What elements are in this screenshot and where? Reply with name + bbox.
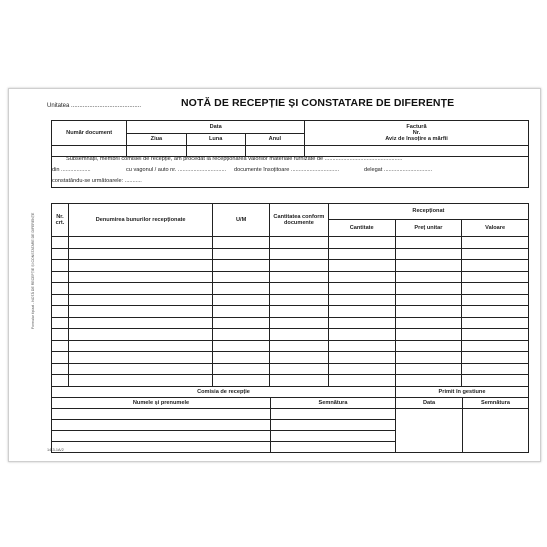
table-cell[interactable] xyxy=(68,306,212,318)
table-row xyxy=(52,271,529,283)
side-print-info: Formular tipizat - NOTĂ DE RECEPȚIE ȘI CONSTATARE DE DIFERENȚE xyxy=(31,212,35,329)
table-row xyxy=(52,363,529,375)
table-cell[interactable] xyxy=(52,283,69,295)
statement-line-3: constatându-se următoarele: ........... xyxy=(52,178,142,184)
table-cell[interactable] xyxy=(68,237,212,249)
table-cell[interactable] xyxy=(462,317,529,329)
table-cell[interactable] xyxy=(328,352,395,364)
table-cell[interactable] xyxy=(213,260,270,272)
table-cell[interactable] xyxy=(270,317,329,329)
table-cell[interactable] xyxy=(52,260,69,272)
table-cell[interactable] xyxy=(328,283,395,295)
field-semnatura-2[interactable] xyxy=(271,420,396,431)
table-cell[interactable] xyxy=(395,294,462,306)
form-code: 14-3-1A/2 xyxy=(47,448,64,452)
table-cell[interactable] xyxy=(462,363,529,375)
table-cell[interactable] xyxy=(213,340,270,352)
table-cell[interactable] xyxy=(328,260,395,272)
table-cell[interactable] xyxy=(462,237,529,249)
table-cell[interactable] xyxy=(395,271,462,283)
table-cell[interactable] xyxy=(213,317,270,329)
table-cell[interactable] xyxy=(270,271,329,283)
col-denumirea: Denumirea bunurilor recepționate xyxy=(95,216,186,223)
unit-label: Unitatea .......................................... xyxy=(47,103,142,109)
table-cell[interactable] xyxy=(68,248,212,260)
label-numar-document: Număr document xyxy=(66,129,113,136)
table-cell[interactable] xyxy=(395,329,462,341)
table-cell[interactable] xyxy=(52,271,69,283)
table-cell[interactable] xyxy=(68,375,212,387)
table-row xyxy=(52,329,529,341)
table-cell[interactable] xyxy=(270,283,329,295)
table-row xyxy=(52,306,529,318)
table-cell[interactable] xyxy=(462,294,529,306)
table-cell[interactable] xyxy=(213,271,270,283)
table-cell[interactable] xyxy=(68,260,212,272)
table-cell[interactable] xyxy=(68,283,212,295)
label-nr: Nr. xyxy=(412,129,421,136)
table-cell[interactable] xyxy=(462,271,529,283)
table-cell[interactable] xyxy=(52,306,69,318)
table-row xyxy=(52,375,529,387)
field-data-gestiune[interactable] xyxy=(396,409,463,453)
table-cell[interactable] xyxy=(328,317,395,329)
table-cell[interactable] xyxy=(462,283,529,295)
table-row xyxy=(52,340,529,352)
table-cell[interactable] xyxy=(395,237,462,249)
table-cell[interactable] xyxy=(213,283,270,295)
table-cell[interactable] xyxy=(213,363,270,375)
statement-vagon: cu vagonul / auto nr. ............................... xyxy=(126,167,227,173)
table-cell[interactable] xyxy=(68,352,212,364)
label-factura: Factură xyxy=(406,123,427,130)
field-semnatura-gestiune[interactable] xyxy=(463,409,529,453)
signature-table xyxy=(51,386,529,453)
label-data-gestiune: Data xyxy=(422,399,436,406)
table-cell[interactable] xyxy=(328,271,395,283)
label-anul: Anul xyxy=(268,136,282,143)
table-cell[interactable] xyxy=(52,237,69,249)
table-row xyxy=(52,294,529,306)
table-cell[interactable] xyxy=(328,306,395,318)
label-nume-prenume: Numele și prenumele xyxy=(132,399,190,406)
table-cell[interactable] xyxy=(52,352,69,364)
table-cell[interactable] xyxy=(270,260,329,272)
table-cell[interactable] xyxy=(52,317,69,329)
table-cell[interactable] xyxy=(462,352,529,364)
table-cell[interactable] xyxy=(395,375,462,387)
field-semnatura-1[interactable] xyxy=(271,409,396,420)
table-cell[interactable] xyxy=(462,375,529,387)
table-cell[interactable] xyxy=(328,237,395,249)
field-nume-4[interactable] xyxy=(52,442,271,453)
field-nume-3[interactable] xyxy=(52,431,271,442)
table-cell[interactable] xyxy=(270,248,329,260)
statement-line-1: Subsemnații, membrii comisiei de recepție, am procedat la recepționarea valorilor materiale furnizate de .................................................. xyxy=(66,156,403,162)
statement-delegat: delegat ............................... xyxy=(364,167,433,173)
table-row xyxy=(52,352,529,364)
table-cell[interactable] xyxy=(52,340,69,352)
label-luna: Luna xyxy=(208,136,223,143)
table-cell[interactable] xyxy=(68,329,212,341)
table-cell[interactable] xyxy=(68,340,212,352)
table-cell[interactable] xyxy=(68,363,212,375)
table-cell[interactable] xyxy=(270,363,329,375)
form-sheet xyxy=(8,88,541,462)
table-cell[interactable] xyxy=(395,306,462,318)
table-cell[interactable] xyxy=(213,306,270,318)
col-pret-unitar: Preț unitar xyxy=(414,224,443,231)
col-valoare: Valoare xyxy=(485,224,506,231)
table-cell[interactable] xyxy=(52,329,69,341)
table-cell[interactable] xyxy=(395,317,462,329)
label-semnatura-gestiune: Semnătura xyxy=(481,399,510,406)
table-cell[interactable] xyxy=(462,329,529,341)
table-cell[interactable] xyxy=(270,352,329,364)
table-cell[interactable] xyxy=(462,306,529,318)
table-cell[interactable] xyxy=(328,248,395,260)
table-cell[interactable] xyxy=(213,237,270,249)
table-row xyxy=(52,248,529,260)
table-cell[interactable] xyxy=(328,340,395,352)
table-cell[interactable] xyxy=(395,260,462,272)
col-receptionat: Recepționat xyxy=(412,208,445,215)
table-cell[interactable] xyxy=(68,271,212,283)
form-title: NOTĂ DE RECEPȚIE ȘI CONSTATARE DE DIFERENȚE xyxy=(181,97,455,109)
col-cantitatea: Cantitatea conform documente xyxy=(273,213,325,226)
statement-documente: documente însoțitoare ............................... xyxy=(234,167,340,173)
items-table xyxy=(51,203,529,387)
col-um: U/M xyxy=(236,216,247,223)
table-cell[interactable] xyxy=(213,352,270,364)
label-ziua: Ziua xyxy=(150,136,163,143)
table-cell[interactable] xyxy=(213,375,270,387)
table-cell[interactable] xyxy=(395,363,462,375)
table-cell[interactable] xyxy=(328,329,395,341)
table-cell[interactable] xyxy=(213,329,270,341)
table-cell[interactable] xyxy=(395,352,462,364)
table-cell[interactable] xyxy=(52,248,69,260)
label-aviz: Aviz de însoțire a mărfii xyxy=(385,136,448,143)
label-primit: Primit în gestiune xyxy=(438,388,486,395)
table-cell[interactable] xyxy=(328,375,395,387)
table-cell[interactable] xyxy=(213,248,270,260)
col-cantitate: Cantitate xyxy=(349,224,374,231)
table-cell[interactable] xyxy=(213,294,270,306)
table-cell[interactable] xyxy=(395,248,462,260)
table-cell[interactable] xyxy=(270,375,329,387)
col-nr-crt: Nr. crt. xyxy=(55,213,65,226)
table-row xyxy=(52,317,529,329)
table-cell[interactable] xyxy=(270,340,329,352)
table-cell[interactable] xyxy=(462,340,529,352)
table-cell[interactable] xyxy=(52,363,69,375)
table-cell[interactable] xyxy=(462,248,529,260)
field-semnatura-4[interactable] xyxy=(271,442,396,453)
table-cell[interactable] xyxy=(328,294,395,306)
table-cell[interactable] xyxy=(328,363,395,375)
label-semnatura: Semnătura xyxy=(318,399,348,406)
table-cell[interactable] xyxy=(68,317,212,329)
statement-din: din ................... xyxy=(52,167,91,173)
table-cell[interactable] xyxy=(395,340,462,352)
table-row xyxy=(52,283,529,295)
table-cell[interactable] xyxy=(52,375,69,387)
table-row xyxy=(52,237,529,249)
document-header-table xyxy=(51,120,529,157)
label-comisia: Comisia de recepție xyxy=(197,388,250,395)
table-cell[interactable] xyxy=(395,283,462,295)
label-data: Data xyxy=(209,123,222,130)
field-semnatura-3[interactable] xyxy=(271,431,396,442)
table-cell[interactable] xyxy=(462,260,529,272)
table-cell[interactable] xyxy=(270,237,329,249)
table-cell[interactable] xyxy=(52,294,69,306)
table-cell[interactable] xyxy=(270,294,329,306)
commission-statement xyxy=(51,153,529,188)
table-cell[interactable] xyxy=(270,329,329,341)
field-nume-2[interactable] xyxy=(52,420,271,431)
table-cell[interactable] xyxy=(270,306,329,318)
table-row xyxy=(52,260,529,272)
table-cell[interactable] xyxy=(68,294,212,306)
field-nume-1[interactable] xyxy=(52,409,271,420)
